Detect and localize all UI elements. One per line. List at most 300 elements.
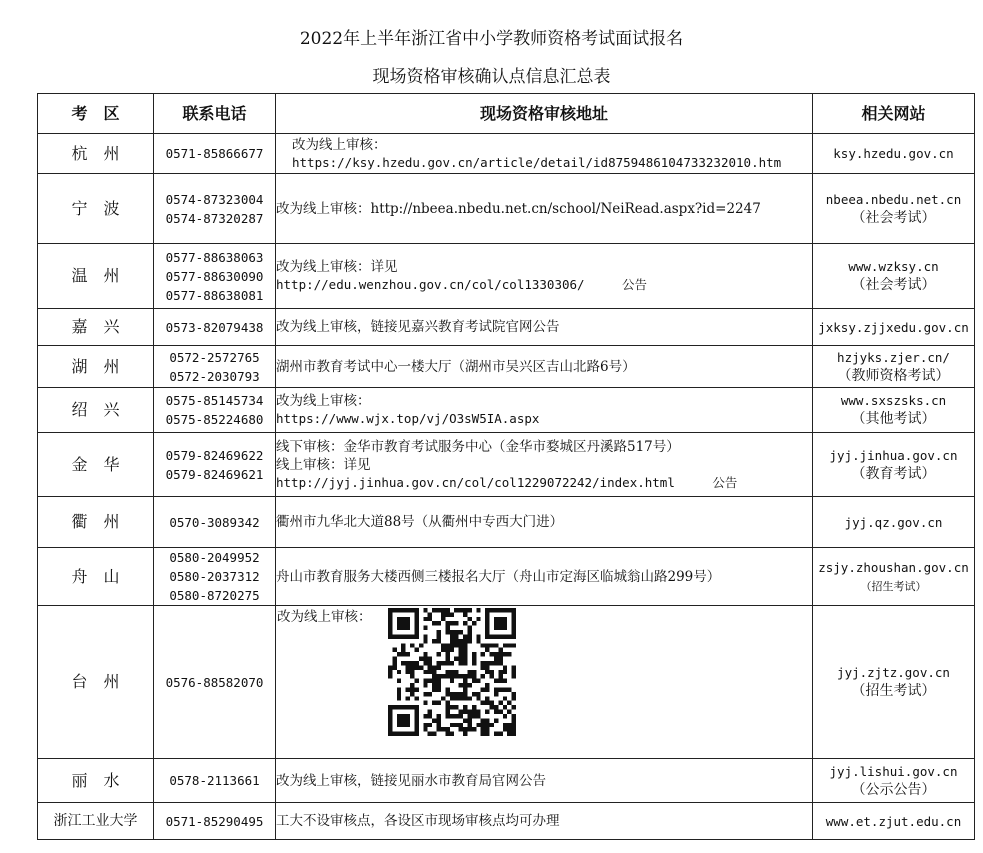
- district-cell: 绍 兴: [38, 388, 154, 433]
- qr-module: [406, 652, 410, 656]
- qr-module: [428, 657, 432, 661]
- qr-module: [463, 705, 467, 709]
- qr-module: [445, 670, 449, 674]
- qr-module: [410, 683, 414, 687]
- qr-module: [463, 710, 467, 714]
- qr-module: [392, 665, 396, 669]
- qr-module: [490, 705, 494, 709]
- qr-module: [503, 723, 507, 727]
- qr-module: [450, 648, 454, 652]
- qr-module: [463, 643, 467, 647]
- qr-module: [512, 670, 516, 674]
- qr-module: [512, 608, 516, 612]
- qr-module: [414, 727, 418, 731]
- district-cell: 宁 波: [38, 174, 154, 244]
- qr-module: [437, 683, 441, 687]
- qr-module: [512, 665, 516, 669]
- qr-module: [441, 612, 445, 616]
- qr-module: [463, 608, 467, 612]
- phone-number: 0575-85145734: [165, 393, 264, 408]
- qr-module: [454, 621, 458, 625]
- address-line: 改为线上审核：: [276, 393, 371, 409]
- qr-module: [498, 701, 502, 705]
- qr-module: [498, 679, 502, 683]
- qr-module: [507, 727, 511, 731]
- district-cell: 湖 州: [38, 346, 154, 388]
- qr-module: [450, 696, 454, 700]
- qr-module: [512, 621, 516, 625]
- qr-module: [445, 674, 449, 678]
- qr-module: [498, 626, 502, 630]
- qr-module: [437, 652, 441, 656]
- qr-module: [472, 674, 476, 678]
- qr-module: [476, 714, 480, 718]
- qr-module: [423, 692, 427, 696]
- address-link[interactable]: https://www.wjx.top/vj/O3sW5IA.aspx: [276, 411, 540, 426]
- qr-module: [485, 626, 489, 630]
- site-cell: [813, 803, 975, 840]
- qr-module: [507, 732, 511, 736]
- address-line: 改为线上审核：详见: [276, 259, 398, 275]
- qr-module: [476, 634, 480, 638]
- table-row: [38, 548, 975, 606]
- qr-module: [463, 718, 467, 722]
- district-cell: 金 华: [38, 433, 154, 497]
- qr-module: [459, 710, 463, 714]
- qr-module: [445, 630, 449, 634]
- qr-module: [467, 639, 471, 643]
- qr-module: [388, 718, 392, 722]
- qr-module: [414, 696, 418, 700]
- qr-module: [441, 648, 445, 652]
- qr-module: [423, 701, 427, 705]
- qr-module: [503, 687, 507, 691]
- site-url[interactable]: www.sxszsks.cn: [840, 393, 947, 408]
- phone-number: 0571-85866677: [165, 146, 264, 161]
- qr-module: [472, 714, 476, 718]
- site-url[interactable]: www.et.zjut.edu.cn: [825, 813, 962, 829]
- qr-module: [512, 692, 516, 696]
- qr-module: [503, 670, 507, 674]
- site-url[interactable]: jyj.jinhua.gov.cn: [829, 447, 958, 463]
- qr-code-image[interactable]: [388, 608, 516, 736]
- qr-module: [467, 608, 471, 612]
- qr-module: [512, 718, 516, 722]
- qr-module: [485, 732, 489, 736]
- qr-module: [472, 652, 476, 656]
- qr-module: [401, 661, 405, 665]
- qr-module: [454, 643, 458, 647]
- site-cell: [813, 497, 975, 548]
- qr-module: [432, 701, 436, 705]
- qr-module: [388, 626, 392, 630]
- qr-module: [445, 687, 449, 691]
- qr-module: [432, 670, 436, 674]
- qr-module: [397, 634, 401, 638]
- qr-module: [397, 626, 401, 630]
- district-cell: 嘉 兴: [38, 309, 154, 346]
- qr-module: [397, 679, 401, 683]
- qr-module: [490, 670, 494, 674]
- qr-module: [463, 661, 467, 665]
- address-link[interactable]: http://jyj.jinhua.gov.cn/col/col1229072242/index.html 公告: [276, 474, 738, 490]
- site-cell: [813, 174, 975, 244]
- qr-module: [463, 674, 467, 678]
- address-cell: [276, 309, 813, 346]
- table-row: [38, 244, 975, 309]
- qr-module: [397, 705, 401, 709]
- qr-module: [410, 643, 414, 647]
- site-url[interactable]: www.wzksy.cn: [848, 259, 939, 274]
- table-row: [38, 433, 975, 497]
- qr-module: [450, 661, 454, 665]
- qr-module: [401, 648, 405, 652]
- qr-module: [485, 634, 489, 638]
- header-district: 考 区: [38, 94, 154, 134]
- address-line: 改为线上审核：: [292, 136, 387, 153]
- qr-module: [490, 674, 494, 678]
- qr-module: [467, 714, 471, 718]
- qr-module: [472, 679, 476, 683]
- qr-module: [432, 683, 436, 687]
- qr-module: [406, 617, 410, 621]
- qr-module: [445, 727, 449, 731]
- phone-number: 0572-2030793: [169, 368, 260, 384]
- qr-module: [450, 630, 454, 634]
- site-cell: [813, 548, 975, 606]
- qr-module: [472, 727, 476, 731]
- qr-module: [503, 679, 507, 683]
- qr-module: [463, 657, 467, 661]
- site-url[interactable]: hzjyks.zjer.cn/: [837, 349, 950, 365]
- qr-module: [463, 692, 467, 696]
- qr-module: [498, 621, 502, 625]
- site-url[interactable]: jxksy.zjjxedu.gov.cn: [818, 319, 969, 335]
- address-link[interactable]: 改为线上审核：http://nbeea.nbedu.net.cn/school/NeiRead.aspx?id=2247: [276, 200, 761, 217]
- phone-number: 0570-3089342: [169, 514, 260, 530]
- site-url[interactable]: jyj.zjtz.gov.cn: [837, 665, 950, 680]
- page-title: 2022年上半年浙江省中小学教师资格考试面试报名: [299, 29, 684, 49]
- qr-module: [406, 626, 410, 630]
- qr-module: [392, 705, 396, 709]
- address-cell: [276, 759, 813, 803]
- qr-module: [450, 634, 454, 638]
- qr-module: [503, 634, 507, 638]
- site-url[interactable]: zsjy.zhoushan.gov.cn: [818, 559, 969, 575]
- phone-cell: [154, 134, 276, 174]
- qr-module: [441, 674, 445, 678]
- qr-module: [428, 670, 432, 674]
- qr-module: [454, 657, 458, 661]
- address-cell: [276, 346, 813, 388]
- qr-module: [397, 723, 401, 727]
- qr-module: [437, 630, 441, 634]
- site-note: （招生考试）: [851, 683, 936, 699]
- qr-module: [428, 732, 432, 736]
- phone-cell: [154, 759, 276, 803]
- qr-module: [507, 710, 511, 714]
- table-row: [38, 803, 975, 840]
- qr-module: [494, 621, 498, 625]
- qr-module: [459, 683, 463, 687]
- phone-number: 0579-82469622: [165, 447, 264, 463]
- qr-module: [463, 652, 467, 656]
- qr-module: [463, 621, 467, 625]
- qr-module: [485, 718, 489, 722]
- qr-module: [481, 723, 485, 727]
- qr-module: [441, 696, 445, 700]
- qr-module: [485, 621, 489, 625]
- qr-module: [441, 643, 445, 647]
- qr-module: [388, 634, 392, 638]
- qr-module: [481, 661, 485, 665]
- qr-module: [459, 608, 463, 612]
- qr-module: [397, 617, 401, 621]
- district-cell: 衢 州: [38, 497, 154, 548]
- qr-module: [481, 718, 485, 722]
- address-cell: [276, 433, 813, 497]
- qr-module: [406, 732, 410, 736]
- qr-module: [485, 608, 489, 612]
- site-note: （社会考试）: [851, 277, 936, 293]
- qr-module: [450, 705, 454, 709]
- phone-number: 0580-2049952: [169, 550, 260, 565]
- qr-module: [406, 621, 410, 625]
- qr-module: [428, 612, 432, 616]
- qr-module: [445, 612, 449, 616]
- address-cell: [276, 174, 813, 244]
- qr-module: [419, 643, 423, 647]
- phone-cell: [154, 244, 276, 309]
- qr-module: [423, 661, 427, 665]
- qr-module: [476, 679, 480, 683]
- qr-module: [397, 718, 401, 722]
- qr-module: [410, 687, 414, 691]
- address-line: 线下审核：金华市教育考试服务中心（金华市婺城区丹溪路517号）: [276, 438, 680, 455]
- qr-module: [388, 617, 392, 621]
- qr-module: [401, 608, 405, 612]
- table-row: [38, 759, 975, 803]
- qr-module: [485, 612, 489, 616]
- qr-module: [410, 665, 414, 669]
- qr-module: [414, 661, 418, 665]
- qr-module: [437, 718, 441, 722]
- qr-module: [459, 639, 463, 643]
- qr-module: [437, 661, 441, 665]
- qr-module: [459, 674, 463, 678]
- qr-module: [450, 679, 454, 683]
- qr-module: [437, 714, 441, 718]
- qr-module: [401, 718, 405, 722]
- qr-module: [503, 696, 507, 700]
- qr-module: [428, 692, 432, 696]
- phone-cell: [154, 497, 276, 548]
- qr-module: [445, 621, 449, 625]
- address-cell: [276, 388, 813, 433]
- phone-cell: [154, 309, 276, 346]
- qr-module: [428, 714, 432, 718]
- qr-module: [485, 661, 489, 665]
- qr-module: [414, 718, 418, 722]
- qr-module: [423, 634, 427, 638]
- qr-module: [432, 674, 436, 678]
- qr-module: [494, 643, 498, 647]
- address-line: 线上审核：详见: [276, 456, 371, 473]
- qr-module: [472, 621, 476, 625]
- qr-module: [463, 648, 467, 652]
- qr-module: [410, 670, 414, 674]
- qr-module: [441, 608, 445, 612]
- qr-module: [459, 696, 463, 700]
- qr-module: [494, 652, 498, 656]
- qr-module: [410, 692, 414, 696]
- site-url[interactable]: jyj.qz.gov.cn: [844, 514, 943, 530]
- qr-module: [410, 674, 414, 678]
- qr-module: [388, 665, 392, 669]
- qr-module: [437, 727, 441, 731]
- qr-module: [437, 608, 441, 612]
- qr-module: [450, 714, 454, 718]
- qr-module: [432, 679, 436, 683]
- qr-module: [494, 692, 498, 696]
- qr-module: [490, 701, 494, 705]
- qr-module: [388, 723, 392, 727]
- address-cell: [276, 548, 813, 606]
- qr-module: [454, 714, 458, 718]
- table-row: [38, 497, 975, 548]
- qr-module: [494, 626, 498, 630]
- qr-module: [432, 608, 436, 612]
- phone-number: 0575-85224680: [165, 412, 264, 427]
- qr-module: [503, 621, 507, 625]
- site-url[interactable]: jyj.lishui.gov.cn: [829, 763, 958, 779]
- qr-module: [459, 714, 463, 718]
- table-row: [38, 346, 975, 388]
- site-url[interactable]: nbeea.nbedu.net.cn: [825, 191, 962, 207]
- qr-module: [512, 612, 516, 616]
- qr-module: [485, 670, 489, 674]
- qr-module: [401, 705, 405, 709]
- address-cell: [276, 244, 813, 309]
- qr-module: [388, 714, 392, 718]
- qr-module: [494, 657, 498, 661]
- site-url[interactable]: ksy.hzedu.gov.cn: [833, 146, 954, 161]
- qr-module: [481, 665, 485, 669]
- qr-module: [512, 674, 516, 678]
- phone-number: 0577-88638063: [165, 249, 264, 265]
- qr-module: [463, 687, 467, 691]
- address-link[interactable]: https://ksy.hzedu.gov.cn/article/detail/id8759486104733232010.htm: [292, 154, 782, 170]
- qr-module: [481, 687, 485, 691]
- qr-module: [512, 732, 516, 736]
- qr-module: [428, 617, 432, 621]
- qr-module: [397, 732, 401, 736]
- header-site: 相关网站: [813, 94, 975, 134]
- qr-module: [494, 634, 498, 638]
- qr-module: [490, 723, 494, 727]
- qr-module: [406, 670, 410, 674]
- qr-module: [414, 665, 418, 669]
- qr-module: [414, 714, 418, 718]
- qr-module: [423, 617, 427, 621]
- qr-module: [450, 732, 454, 736]
- qr-module: [507, 652, 511, 656]
- district-cell: 杭 州: [38, 134, 154, 174]
- qr-module: [388, 670, 392, 674]
- qr-module: [485, 727, 489, 731]
- phone-number: 0571-85290495: [165, 813, 264, 829]
- qr-module: [459, 727, 463, 731]
- qr-module: [428, 665, 432, 669]
- phone-number: 0574-87323004: [165, 191, 264, 207]
- qr-module: [467, 683, 471, 687]
- qr-module: [397, 692, 401, 696]
- qr-module: [401, 621, 405, 625]
- qr-module: [437, 701, 441, 705]
- qr-module: [406, 705, 410, 709]
- qr-module: [406, 723, 410, 727]
- qr-module: [437, 687, 441, 691]
- qr-module: [507, 701, 511, 705]
- phone-number: 0579-82469621: [165, 466, 264, 482]
- qr-module: [476, 617, 480, 621]
- phone-number: 0573-82079438: [165, 319, 264, 335]
- qr-module: [450, 612, 454, 616]
- district-cell: 丽 水: [38, 759, 154, 803]
- address-cell: [276, 606, 813, 759]
- qr-module: [467, 630, 471, 634]
- qr-module: [494, 732, 498, 736]
- qr-module: [388, 732, 392, 736]
- qr-module: [476, 696, 480, 700]
- qr-module: [472, 661, 476, 665]
- qr-module: [454, 696, 458, 700]
- qr-module: [397, 621, 401, 625]
- qr-module: [445, 648, 449, 652]
- qr-module: [503, 608, 507, 612]
- qr-module: [445, 661, 449, 665]
- qr-module: [410, 732, 414, 736]
- qr-module: [459, 652, 463, 656]
- qr-module: [498, 710, 502, 714]
- qr-module: [463, 679, 467, 683]
- address-line: 湖州市教育考试中心一楼大厅（湖州市吴兴区吉山北路6号）: [276, 358, 636, 375]
- qr-module: [494, 679, 498, 683]
- address-link[interactable]: http://edu.wenzhou.gov.cn/col/col1330306/ 公告: [276, 277, 648, 292]
- qr-module: [459, 657, 463, 661]
- qr-module: [450, 670, 454, 674]
- table-row: [38, 174, 975, 244]
- qr-module: [494, 687, 498, 691]
- site-cell: [813, 134, 975, 174]
- qr-module: [494, 661, 498, 665]
- qr-module: [476, 608, 480, 612]
- qr-module: [397, 652, 401, 656]
- qr-module: [467, 674, 471, 678]
- table-row: [38, 134, 975, 174]
- qr-module: [406, 665, 410, 669]
- qr-module: [512, 634, 516, 638]
- phone-cell: [154, 433, 276, 497]
- table-row: [38, 388, 975, 433]
- qr-module: [406, 634, 410, 638]
- qr-module: [450, 621, 454, 625]
- qr-module: [467, 670, 471, 674]
- qr-module: [503, 652, 507, 656]
- header-row: [38, 94, 975, 134]
- qr-module: [498, 608, 502, 612]
- qr-module: [467, 634, 471, 638]
